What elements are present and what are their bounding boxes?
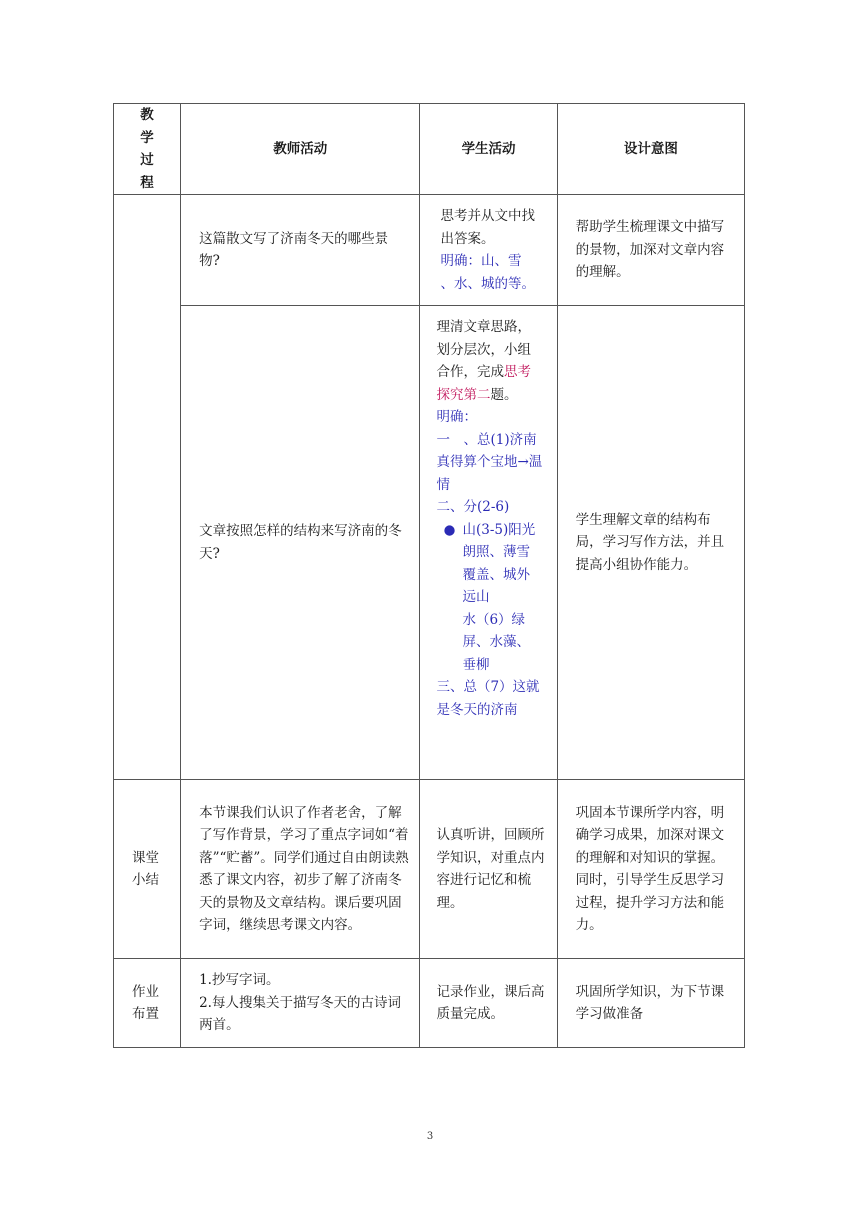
- student-text: 思考并从文中找出答案。: [440, 208, 535, 247]
- student-cell: [420, 959, 557, 1048]
- homework-item-1: 1.抄写字词。: [199, 972, 280, 989]
- table-row: [114, 959, 745, 1048]
- teacher-cell: [181, 780, 420, 959]
- teacher-cell: [181, 306, 420, 780]
- student-answer-part2: 二、分(2-6): [436, 499, 510, 515]
- intent-cell: [557, 780, 744, 959]
- intent-cell: [557, 195, 744, 306]
- student-answer-part1: 一 、总(1)济南真得算个宝地→温情: [436, 431, 543, 493]
- process-cell-empty: [114, 195, 181, 780]
- student-answer-mountain: [436, 519, 542, 609]
- student-answer-label: 明确：: [436, 409, 477, 425]
- student-answer-water: 水（6）绿屏、水藻、垂柳: [462, 611, 530, 673]
- teacher-text: 本节课我们认识了作者老舍，了解了写作背景，学习了重点字词如“着落”“贮蓄”。同学们通过自由朗读熟悉了课文内容，初步了解了济南冬天的景物及文章结构。课后要巩固字词，继续思考课文内容。: [199, 804, 409, 933]
- student-cell: [420, 306, 557, 780]
- header-process: 教学过程: [114, 104, 181, 195]
- intent-text: 巩固所学知识，为下节课学习做准备: [575, 983, 725, 1022]
- student-highlight: 思考探究第二: [436, 364, 531, 403]
- page-number: 3: [426, 1131, 434, 1142]
- process-cell: [114, 780, 181, 959]
- student-text-cont: 题。: [490, 386, 518, 403]
- student-cell: [420, 780, 557, 959]
- process-text: 课堂小结: [132, 849, 159, 888]
- table-row: [114, 306, 745, 780]
- student-text: 记录作业，课后高质量完成。: [436, 983, 545, 1022]
- intent-text: 巩固本节课所学内容，明确学习成果，加深对课文的理解和对知识的掌握。同时，引导学生反思学习过程，提升学习方法和能力。: [575, 804, 725, 933]
- table-row: [114, 780, 745, 959]
- teacher-cell: [181, 959, 420, 1048]
- mountain-text: 山(3-5)阳光朗照、薄雪覆盖、城外远山: [462, 521, 536, 605]
- intent-text: 帮助学生梳理课文中描写的景物，加深对文章内容的理解。: [575, 219, 725, 281]
- intent-text: 学生理解文章的结构布局，学习写作方法，并且提高小组协作能力。: [575, 511, 725, 573]
- process-text: 作业布置: [132, 983, 159, 1022]
- teacher-cell: [181, 195, 420, 306]
- header-teacher: 教师活动: [181, 104, 420, 195]
- intent-cell: [557, 959, 744, 1048]
- table-header-row: [114, 104, 745, 195]
- student-text: 理清文章思路，划分层次，小组合作，完成: [436, 319, 531, 380]
- header-student: 学生活动: [420, 104, 557, 195]
- bullet-icon: ●: [443, 521, 456, 538]
- teacher-text: 这篇散文写了济南冬天的哪些景物?: [199, 230, 389, 269]
- homework-item-2: 2.每人搜集关于描写冬天的古诗词两首。: [199, 994, 401, 1034]
- student-answer: 明确：山、雪 、水、城的等。: [440, 253, 535, 292]
- student-cell: [420, 195, 557, 306]
- teacher-text: 文章按照怎样的结构来写济南的冬天?: [199, 523, 402, 562]
- lesson-plan-table: [113, 103, 745, 1048]
- intent-cell: [557, 306, 744, 780]
- student-text: 认真听讲，回顾所学知识，对重点内容进行记忆和梳理。: [436, 827, 545, 911]
- process-cell: [114, 959, 181, 1048]
- student-answer-part3: 三、总（7）这就是冬天的济南: [436, 679, 540, 718]
- table-row: [114, 195, 745, 306]
- header-intent: 设计意图: [557, 104, 744, 195]
